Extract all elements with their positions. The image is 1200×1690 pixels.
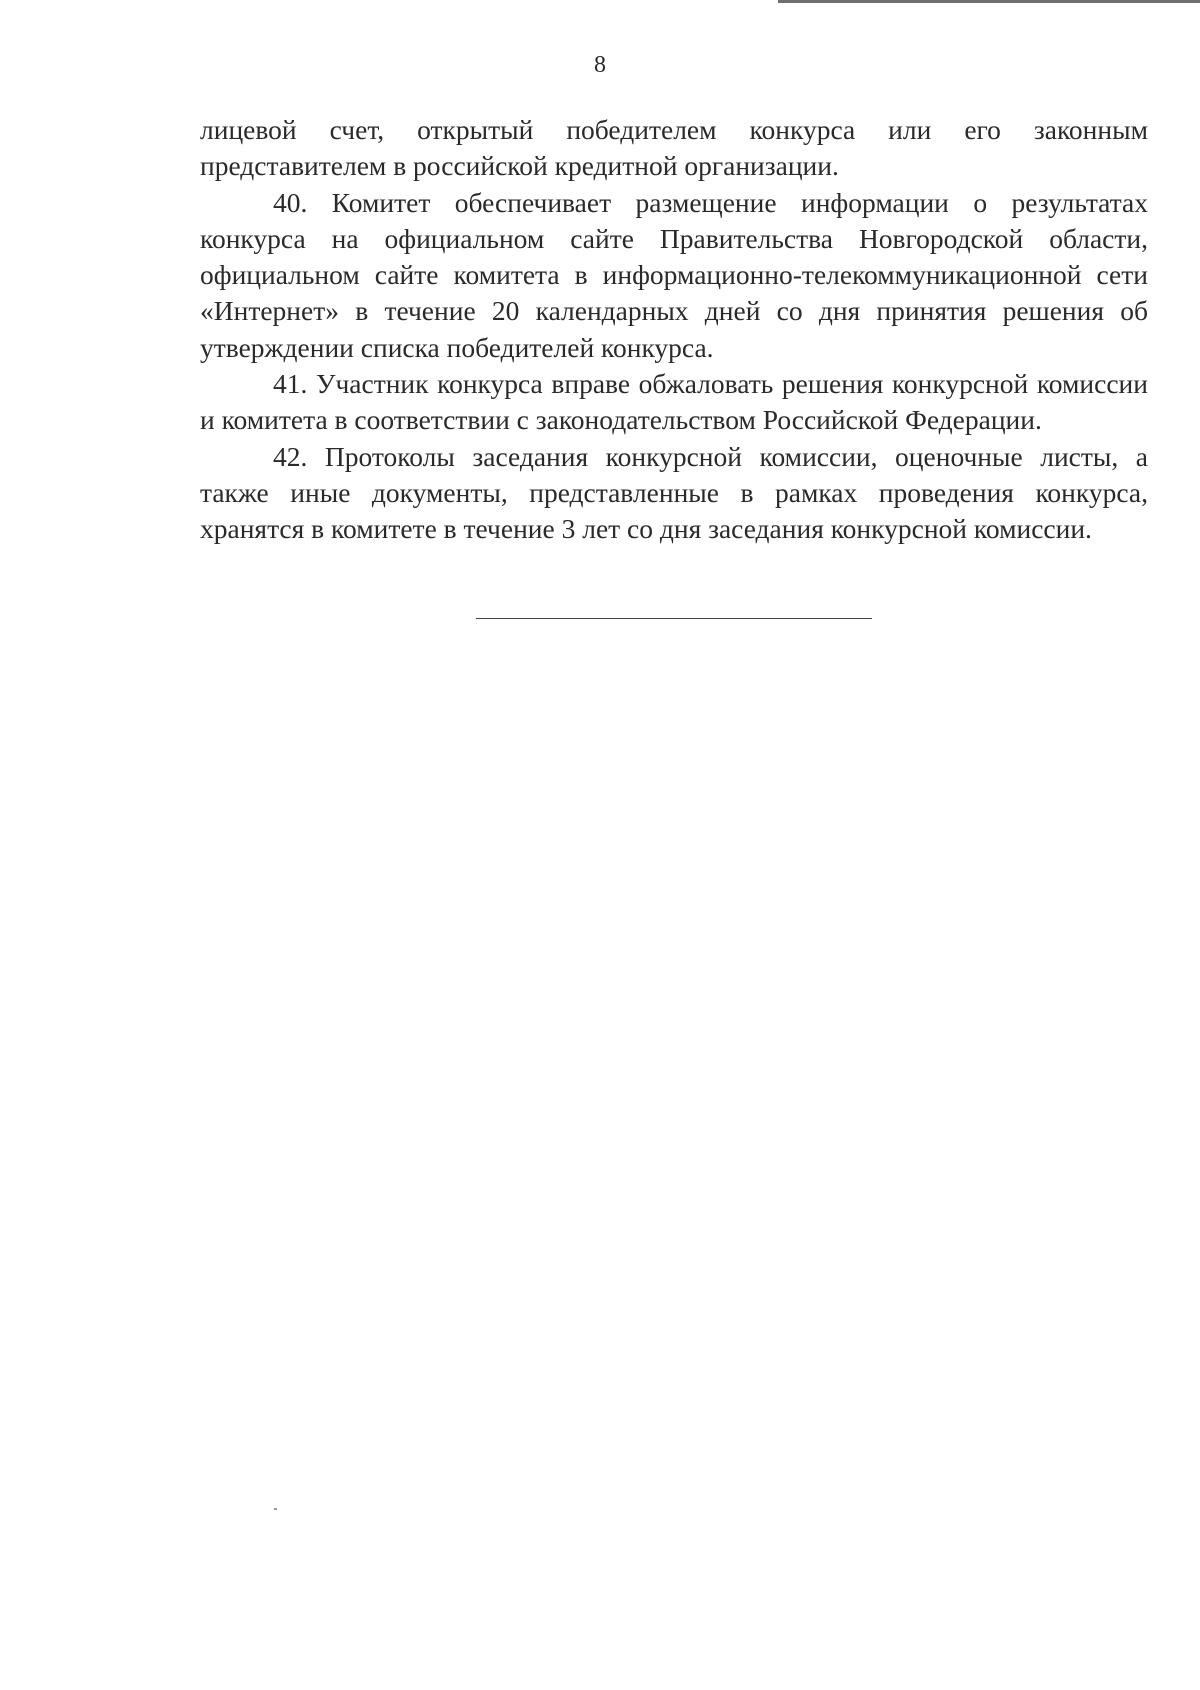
paragraph-42: 42. Протоколы заседания конкурсной комиссии, оценочные листы, а также иные документы, представленные в рамках проведения конкурса, хранятся в комитете в течение 3 лет со дня заседания конкурсной комиссии. bbox=[200, 440, 1148, 545]
scan-top-edge-line bbox=[778, 0, 1200, 3]
document-end-line bbox=[476, 618, 872, 619]
paragraph-continuation: лицевой счет, открытый победителем конкурса или его законным представителем в российской кредитной организации. bbox=[200, 114, 1148, 182]
paragraph-40: 40. Комитет обеспечивает размещение информации о результатах конкурса на официальном сайте Правительства Новгородской области, официальном сайте комитета в информационно-телекоммуникационной сети «Интернет» в течение 20 календарных дней со дня принятия решения об утверждении списка победителей конкурса. bbox=[200, 186, 1148, 363]
page-number: 8 bbox=[594, 52, 606, 78]
paragraph-41: 41. Участник конкурса вправе обжаловать решения конкурсной комиссии и комитета в соответствии с законодательством Российской Федерации. bbox=[200, 368, 1148, 436]
scan-artifact bbox=[274, 1508, 277, 1510]
document-body bbox=[200, 112, 1148, 548]
